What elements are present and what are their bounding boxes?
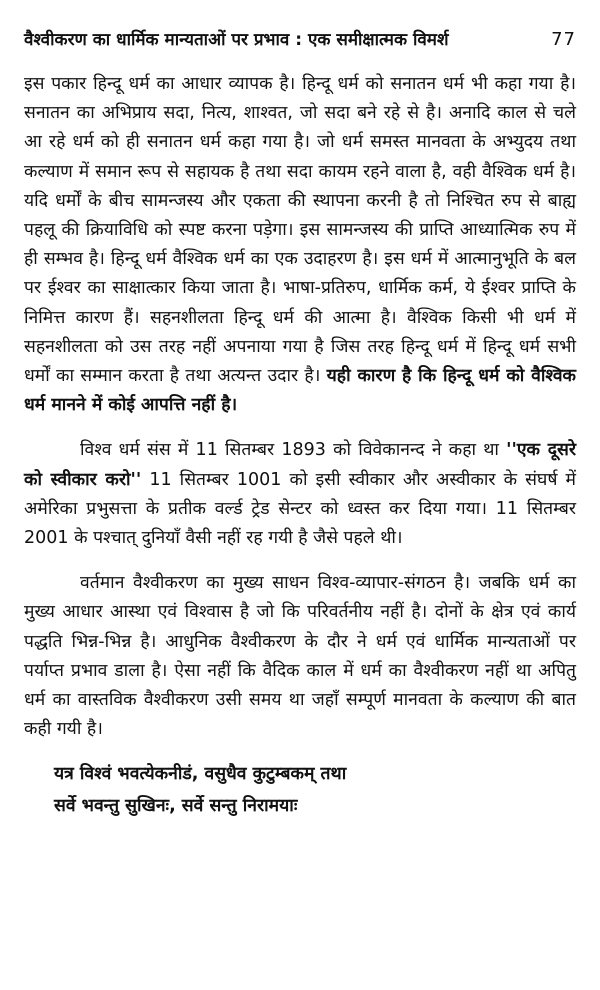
paragraph-3 [24,569,576,744]
paragraph-2-start: विश्व धर्म संस में 11 सितम्बर 1893 को विवेकानन्द ने कहा था [80,440,499,461]
paragraph-3-text: वर्तमान वैश्वीकरण का मुख्य साधन विश्व-व्यापार-संगठन है। जबकि धर्म का मुख्य आधार आस्था एवं विश्वास है जो कि परिवर्तनीय नहीं है। दोनों के क्षेत्र एवं कार्य पद्धति भिन्न-भिन्न है। आधुनिक वैश्वीकरण के दौर ने धर्म एवं धार्मिक मान्यताओं पर पर्याप्त प्रभाव डाला है। ऐसा नहीं कि वैदिक काल में धर्म का वैश्वीकरण नहीं था अपितु धर्म का वास्तविक वैश्वीकरण उसी समय था जहाँ सम्पूर्ण मानवता के कल्याण की बात कही गयी है। [24,573,576,740]
paragraph-2-rest: 11 सितम्बर 1001 को इसी स्वीकार और अस्वीकार के संघर्ष में अमेरिका प्रभुसत्ता के प्रतीक वर्ल्ड ट्रेड सेन्टर को ध्वस्त कर दिया गया। 11 सितम्बर 2001 के पश्चात् दुनियाँ वैसी नहीं रह गयी है जैसे पहले थी। [24,469,576,549]
sanskrit-verse [24,758,576,822]
verse-line-2: सर्वे भवन्तु सुखिनः, सर्वे सन्तु निरामयाः [54,796,298,817]
running-title: वैश्वीकरण का धार्मिक मान्यताओं पर प्रभाव : एक समीक्षात्मक विमर्श [24,30,449,50]
paragraph-1-text: इस पकार हिन्दू धर्म का आधार व्यापक है। हिन्दू धर्म को सनातन धर्म भी कहा गया है। सनातन का अभिप्राय सदा, नित्य, शाश्वत, जो सदा बने रहे से है। अनादि काल से चले आ रहे धर्म को ही सनातन धर्म कहा गया है। जो धर्म समस्त मानवता के अभ्युदय तथा कल्याण में समान रूप से सहायक है तथा सदा कायम रहने वाला है, वही वैश्विक धर्म है। यदि धर्मों के बीच सामन्जस्य और एकता की स्थापना करनी है तो निश्चित रुप से बाह्य पहलू की क्रियाविधि को स्पष्ट करना पड़ेगा। इस सामन्जस्य की प्राप्ति आध्यात्मिक रुप में ही सम्भव है। हिन्दू धर्म वैश्विक धर्म का एक उदाहरण है। इस धर्म में आत्मानुभूति के बल पर ईश्वर का साक्षात्कार किया जाता है। भाषा-प्रतिरुप, धार्मिक कर्म, ये ईश्वर प्राप्ति के निमित्त कारण हैं। सहनशीलता हिन्दू धर्म की आत्मा है। वैश्विक किसी भी धर्म में सहनशीलता को उस तरह नहीं अपनाया गया है जिस तरह हिन्दू धर्म में हिन्दू धर्म सभी धर्मों का सम्मान करता है तथा अत्यन्त उदार है। [24,74,576,387]
paragraph-2 [24,436,576,553]
paragraph-1-bold-conclusion: यही कारण है कि हिन्दू धर्म को वैश्विक धर्म मानने में कोई आपत्ति नहीं है। [24,366,576,416]
verse-line-1: यत्र विश्वं भवत्येकनीडं, वसुधैव कुटुम्बकम् तथा [54,764,347,785]
vivekananda-quote: ''एक दूसरे को स्वीकार करो'' [24,440,576,490]
page-header [24,28,576,58]
body-text [24,70,576,822]
page-number: 77 [551,29,576,50]
paragraph-1 [24,70,576,420]
